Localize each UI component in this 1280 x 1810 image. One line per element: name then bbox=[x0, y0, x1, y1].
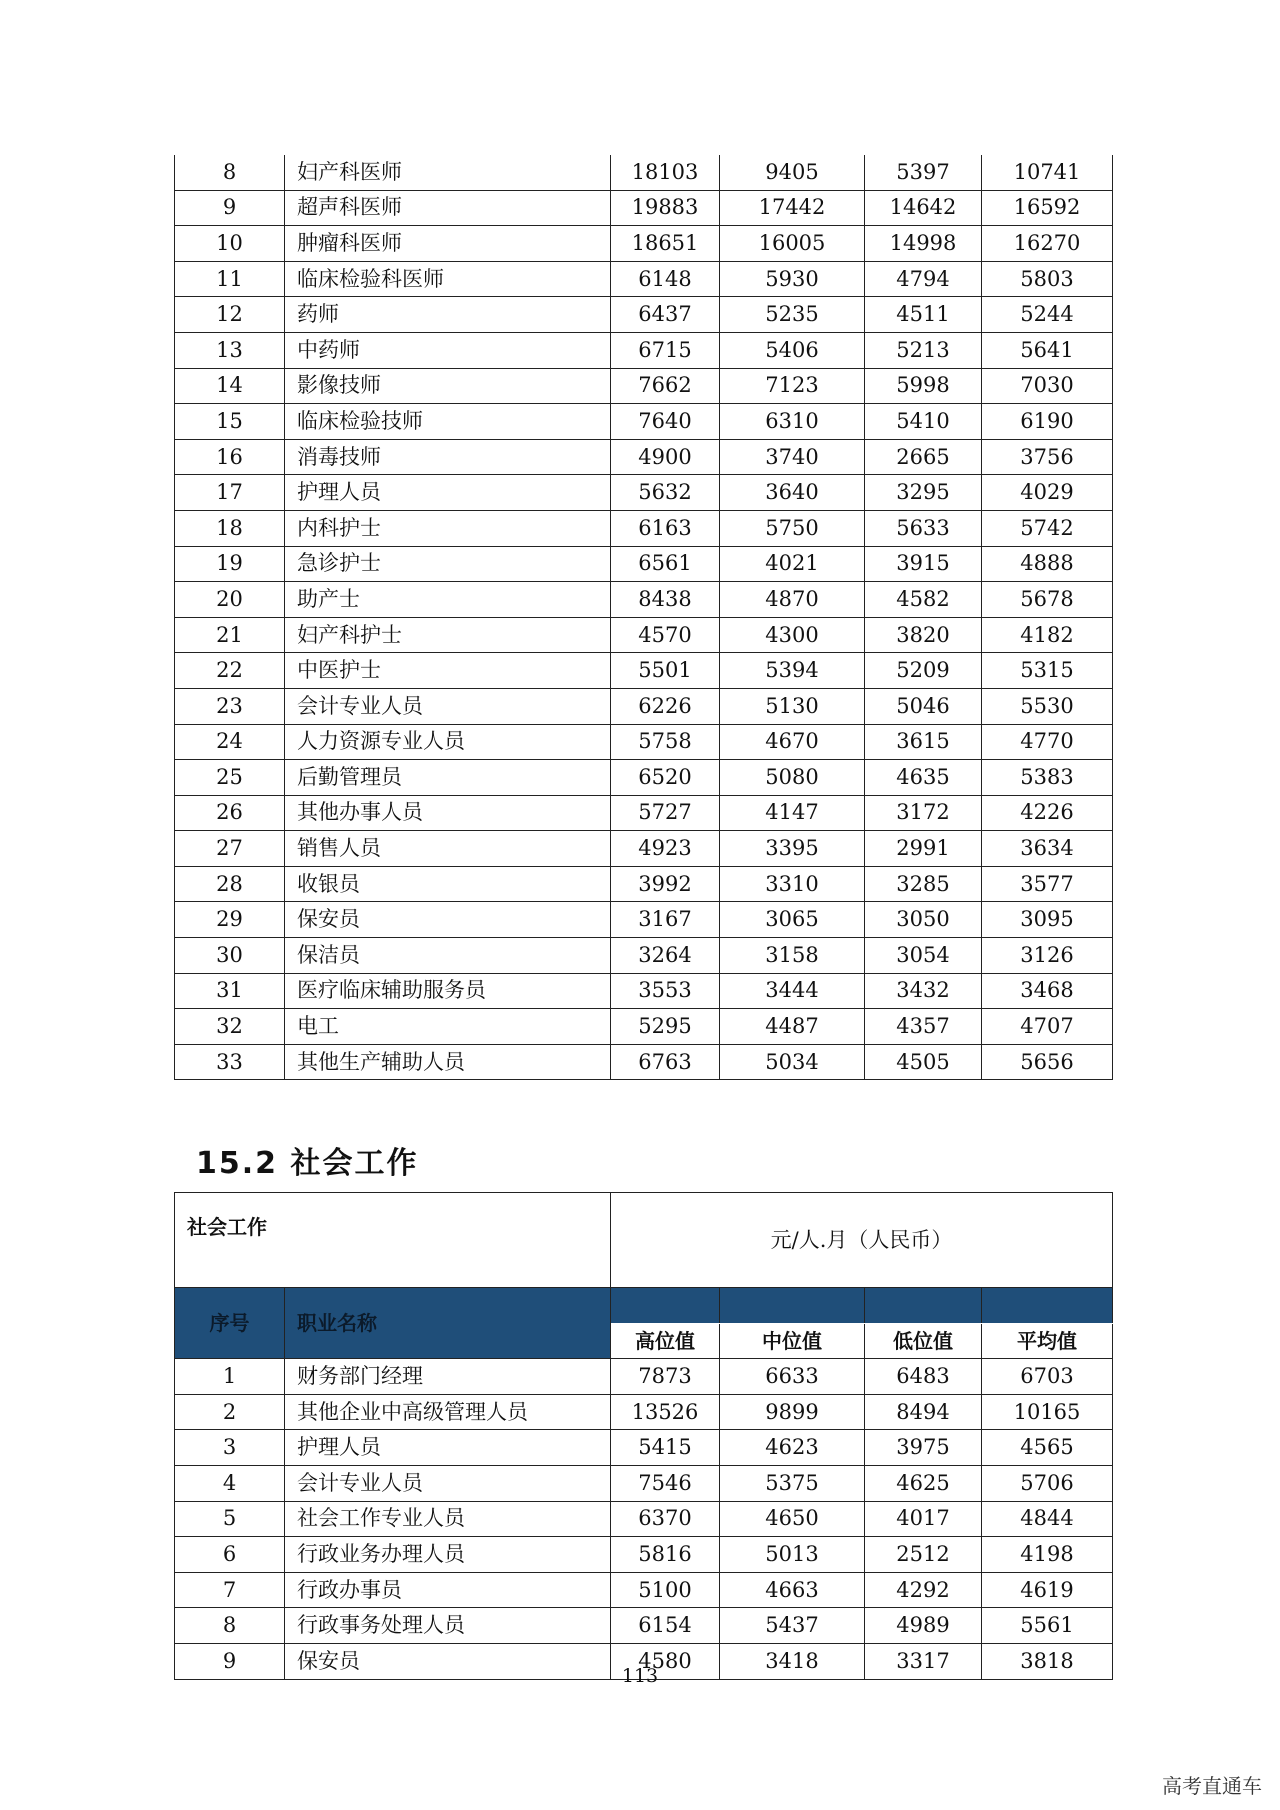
occupation-name: 急诊护士 bbox=[285, 546, 611, 582]
occupation-name: 妇产科医师 bbox=[285, 155, 611, 190]
average-value: 5678 bbox=[982, 582, 1113, 618]
table-row bbox=[175, 688, 1113, 724]
average-value: 4029 bbox=[982, 475, 1113, 511]
low-value: 5633 bbox=[865, 510, 982, 546]
average-value: 4182 bbox=[982, 617, 1113, 653]
median-value: 4021 bbox=[720, 546, 865, 582]
median-value: 5034 bbox=[720, 1044, 865, 1080]
high-value: 4900 bbox=[611, 439, 720, 475]
row-number: 6 bbox=[175, 1537, 285, 1573]
median-value: 5235 bbox=[720, 297, 865, 333]
median-value: 3640 bbox=[720, 475, 865, 511]
high-value: 5816 bbox=[611, 1537, 720, 1573]
row-number: 28 bbox=[175, 866, 285, 902]
table-row bbox=[175, 617, 1113, 653]
low-value: 4989 bbox=[865, 1608, 982, 1644]
table-row bbox=[175, 724, 1113, 760]
table-row bbox=[175, 332, 1113, 368]
high-value: 3992 bbox=[611, 866, 720, 902]
low-value: 4794 bbox=[865, 261, 982, 297]
row-number: 11 bbox=[175, 261, 285, 297]
occupation-name: 收银员 bbox=[285, 866, 611, 902]
median-value: 3310 bbox=[720, 866, 865, 902]
row-number: 31 bbox=[175, 973, 285, 1009]
median-value: 3065 bbox=[720, 902, 865, 938]
row-number: 10 bbox=[175, 226, 285, 262]
occupation-name: 中药师 bbox=[285, 332, 611, 368]
table-row bbox=[175, 1044, 1113, 1080]
row-number: 17 bbox=[175, 475, 285, 511]
table-row bbox=[175, 1430, 1113, 1466]
occupation-name: 保安员 bbox=[285, 1643, 611, 1679]
low-value: 3285 bbox=[865, 866, 982, 902]
row-number: 16 bbox=[175, 439, 285, 475]
average-value: 3818 bbox=[982, 1643, 1113, 1679]
occupation-name: 其他企业中高级管理人员 bbox=[285, 1394, 611, 1430]
row-number: 9 bbox=[175, 1643, 285, 1679]
table-row bbox=[175, 866, 1113, 902]
median-value: 5930 bbox=[720, 261, 865, 297]
low-value: 5046 bbox=[865, 688, 982, 724]
high-value: 5295 bbox=[611, 1009, 720, 1045]
row-number: 13 bbox=[175, 332, 285, 368]
average-value: 5383 bbox=[982, 760, 1113, 796]
median-value: 3158 bbox=[720, 938, 865, 974]
low-value: 14998 bbox=[865, 226, 982, 262]
low-value: 4357 bbox=[865, 1009, 982, 1045]
occupation-name: 消毒技师 bbox=[285, 439, 611, 475]
average-value: 3126 bbox=[982, 938, 1113, 974]
category-label: 社会工作 bbox=[175, 1193, 611, 1288]
median-value: 3740 bbox=[720, 439, 865, 475]
high-value: 19883 bbox=[611, 190, 720, 226]
average-value: 5641 bbox=[982, 332, 1113, 368]
low-value: 4017 bbox=[865, 1501, 982, 1537]
high-value: 5632 bbox=[611, 475, 720, 511]
table-row bbox=[175, 475, 1113, 511]
average-value: 4198 bbox=[982, 1537, 1113, 1573]
high-value: 13526 bbox=[611, 1394, 720, 1430]
table-row bbox=[175, 546, 1113, 582]
high-value: 7662 bbox=[611, 368, 720, 404]
low-value: 14642 bbox=[865, 190, 982, 226]
median-value: 9405 bbox=[720, 155, 865, 190]
high-value: 3553 bbox=[611, 973, 720, 1009]
average-value: 6190 bbox=[982, 404, 1113, 440]
median-value: 6633 bbox=[720, 1359, 865, 1395]
col-header-band bbox=[982, 1288, 1113, 1324]
average-value: 4619 bbox=[982, 1572, 1113, 1608]
occupation-name: 临床检验科医师 bbox=[285, 261, 611, 297]
row-number: 3 bbox=[175, 1430, 285, 1466]
average-value: 10165 bbox=[982, 1394, 1113, 1430]
table-row bbox=[175, 1537, 1113, 1573]
median-value: 9899 bbox=[720, 1394, 865, 1430]
average-value: 5530 bbox=[982, 688, 1113, 724]
high-value: 5415 bbox=[611, 1430, 720, 1466]
occupation-name: 内科护士 bbox=[285, 510, 611, 546]
row-number: 26 bbox=[175, 795, 285, 831]
low-value: 3172 bbox=[865, 795, 982, 831]
table-row bbox=[175, 1501, 1113, 1537]
row-number: 27 bbox=[175, 831, 285, 867]
col-header-low: 低位值 bbox=[865, 1323, 982, 1359]
col-header-name: 职业名称 bbox=[285, 1288, 611, 1359]
social-work-salary-table bbox=[174, 1192, 1113, 1680]
average-value: 16270 bbox=[982, 226, 1113, 262]
high-value: 6763 bbox=[611, 1044, 720, 1080]
col-header-avg: 平均值 bbox=[982, 1323, 1113, 1359]
average-value: 7030 bbox=[982, 368, 1113, 404]
row-number: 4 bbox=[175, 1465, 285, 1501]
low-value: 2991 bbox=[865, 831, 982, 867]
high-value: 6163 bbox=[611, 510, 720, 546]
high-value: 4580 bbox=[611, 1643, 720, 1679]
low-value: 4635 bbox=[865, 760, 982, 796]
row-number: 14 bbox=[175, 368, 285, 404]
median-value: 5406 bbox=[720, 332, 865, 368]
col-header-mid: 中位值 bbox=[720, 1323, 865, 1359]
median-value: 5437 bbox=[720, 1608, 865, 1644]
low-value: 3975 bbox=[865, 1430, 982, 1466]
row-number: 33 bbox=[175, 1044, 285, 1080]
occupation-name: 临床检验技师 bbox=[285, 404, 611, 440]
table-row bbox=[175, 938, 1113, 974]
table-row bbox=[175, 831, 1113, 867]
low-value: 5213 bbox=[865, 332, 982, 368]
watermark: 高考直通车 bbox=[1162, 1774, 1262, 1798]
high-value: 7546 bbox=[611, 1465, 720, 1501]
row-number: 25 bbox=[175, 760, 285, 796]
row-number: 19 bbox=[175, 546, 285, 582]
average-value: 10741 bbox=[982, 155, 1113, 190]
occupation-name: 后勤管理员 bbox=[285, 760, 611, 796]
table-row bbox=[175, 155, 1113, 190]
table-row bbox=[175, 760, 1113, 796]
table-row bbox=[175, 1572, 1113, 1608]
high-value: 6561 bbox=[611, 546, 720, 582]
occupation-name: 行政办事员 bbox=[285, 1572, 611, 1608]
average-value: 5315 bbox=[982, 653, 1113, 689]
col-header-band bbox=[865, 1288, 982, 1324]
table-row bbox=[175, 226, 1113, 262]
average-value: 4226 bbox=[982, 795, 1113, 831]
occupation-name: 医疗临床辅助服务员 bbox=[285, 973, 611, 1009]
table-row bbox=[175, 297, 1113, 333]
low-value: 3317 bbox=[865, 1643, 982, 1679]
high-value: 5758 bbox=[611, 724, 720, 760]
high-value: 6520 bbox=[611, 760, 720, 796]
row-number: 24 bbox=[175, 724, 285, 760]
page-number: 113 bbox=[621, 1665, 659, 1687]
occupation-name: 社会工作专业人员 bbox=[285, 1501, 611, 1537]
high-value: 18651 bbox=[611, 226, 720, 262]
average-value: 3095 bbox=[982, 902, 1113, 938]
low-value: 4505 bbox=[865, 1044, 982, 1080]
low-value: 4582 bbox=[865, 582, 982, 618]
high-value: 6715 bbox=[611, 332, 720, 368]
occupation-name: 肿瘤科医师 bbox=[285, 226, 611, 262]
table-row bbox=[175, 653, 1113, 689]
row-number: 23 bbox=[175, 688, 285, 724]
median-value: 3444 bbox=[720, 973, 865, 1009]
occupation-name: 中医护士 bbox=[285, 653, 611, 689]
low-value: 4511 bbox=[865, 297, 982, 333]
occupation-name: 人力资源专业人员 bbox=[285, 724, 611, 760]
table-row bbox=[175, 1465, 1113, 1501]
median-value: 4870 bbox=[720, 582, 865, 618]
average-value: 3634 bbox=[982, 831, 1113, 867]
median-value: 4670 bbox=[720, 724, 865, 760]
average-value: 5244 bbox=[982, 297, 1113, 333]
median-value: 4663 bbox=[720, 1572, 865, 1608]
salary-table-body bbox=[175, 155, 1113, 1080]
low-value: 2665 bbox=[865, 439, 982, 475]
table-row bbox=[175, 261, 1113, 297]
table-row bbox=[175, 1394, 1113, 1430]
social-work-table-body bbox=[175, 1359, 1113, 1679]
col-header-band bbox=[720, 1288, 865, 1324]
low-value: 4625 bbox=[865, 1465, 982, 1501]
average-value: 3468 bbox=[982, 973, 1113, 1009]
row-number: 8 bbox=[175, 1608, 285, 1644]
average-value: 4888 bbox=[982, 546, 1113, 582]
low-value: 3295 bbox=[865, 475, 982, 511]
occupation-name: 妇产科护士 bbox=[285, 617, 611, 653]
median-value: 5013 bbox=[720, 1537, 865, 1573]
low-value: 8494 bbox=[865, 1394, 982, 1430]
row-number: 30 bbox=[175, 938, 285, 974]
section-title: 15.2 社会工作 bbox=[196, 1146, 419, 1181]
row-number: 8 bbox=[175, 155, 285, 190]
average-value: 4707 bbox=[982, 1009, 1113, 1045]
high-value: 6148 bbox=[611, 261, 720, 297]
median-value: 16005 bbox=[720, 226, 865, 262]
row-number: 22 bbox=[175, 653, 285, 689]
median-value: 6310 bbox=[720, 404, 865, 440]
average-value: 5803 bbox=[982, 261, 1113, 297]
table-row bbox=[175, 1608, 1113, 1644]
occupation-name: 其他办事人员 bbox=[285, 795, 611, 831]
median-value: 4300 bbox=[720, 617, 865, 653]
low-value: 4292 bbox=[865, 1572, 982, 1608]
high-value: 5501 bbox=[611, 653, 720, 689]
col-header-band bbox=[611, 1288, 720, 1324]
table-row bbox=[175, 368, 1113, 404]
table-row bbox=[175, 582, 1113, 618]
high-value: 7640 bbox=[611, 404, 720, 440]
salary-table-continued bbox=[174, 155, 1113, 1080]
occupation-name: 电工 bbox=[285, 1009, 611, 1045]
occupation-name: 会计专业人员 bbox=[285, 1465, 611, 1501]
occupation-name: 行政业务办理人员 bbox=[285, 1537, 611, 1573]
low-value: 5397 bbox=[865, 155, 982, 190]
low-value: 3820 bbox=[865, 617, 982, 653]
occupation-name: 财务部门经理 bbox=[285, 1359, 611, 1395]
row-number: 18 bbox=[175, 510, 285, 546]
high-value: 6437 bbox=[611, 297, 720, 333]
average-value: 6703 bbox=[982, 1359, 1113, 1395]
low-value: 3615 bbox=[865, 724, 982, 760]
average-value: 5706 bbox=[982, 1465, 1113, 1501]
occupation-name: 护理人员 bbox=[285, 475, 611, 511]
median-value: 3418 bbox=[720, 1643, 865, 1679]
high-value: 3167 bbox=[611, 902, 720, 938]
table-row bbox=[175, 439, 1113, 475]
row-number: 15 bbox=[175, 404, 285, 440]
median-value: 17442 bbox=[720, 190, 865, 226]
table-row bbox=[175, 1359, 1113, 1395]
low-value: 5209 bbox=[865, 653, 982, 689]
occupation-name: 其他生产辅助人员 bbox=[285, 1044, 611, 1080]
average-value: 3577 bbox=[982, 866, 1113, 902]
col-header-high: 高位值 bbox=[611, 1323, 720, 1359]
high-value: 8438 bbox=[611, 582, 720, 618]
occupation-name: 超声科医师 bbox=[285, 190, 611, 226]
occupation-name: 保洁员 bbox=[285, 938, 611, 974]
row-number: 5 bbox=[175, 1501, 285, 1537]
average-value: 4565 bbox=[982, 1430, 1113, 1466]
row-number: 1 bbox=[175, 1359, 285, 1395]
median-value: 3395 bbox=[720, 831, 865, 867]
occupation-name: 药师 bbox=[285, 297, 611, 333]
low-value: 3432 bbox=[865, 973, 982, 1009]
median-value: 4487 bbox=[720, 1009, 865, 1045]
row-number: 7 bbox=[175, 1572, 285, 1608]
low-value: 3050 bbox=[865, 902, 982, 938]
high-value: 18103 bbox=[611, 155, 720, 190]
high-value: 6226 bbox=[611, 688, 720, 724]
low-value: 6483 bbox=[865, 1359, 982, 1395]
occupation-name: 护理人员 bbox=[285, 1430, 611, 1466]
row-number: 29 bbox=[175, 902, 285, 938]
high-value: 7873 bbox=[611, 1359, 720, 1395]
high-value: 3264 bbox=[611, 938, 720, 974]
table-row bbox=[175, 973, 1113, 1009]
low-value: 2512 bbox=[865, 1537, 982, 1573]
average-value: 5656 bbox=[982, 1044, 1113, 1080]
occupation-name: 会计专业人员 bbox=[285, 688, 611, 724]
table-row bbox=[175, 902, 1113, 938]
row-number: 21 bbox=[175, 617, 285, 653]
unit-label: 元/人.月（人民币） bbox=[611, 1193, 1113, 1288]
table-row bbox=[175, 404, 1113, 440]
table-row bbox=[175, 510, 1113, 546]
row-number: 12 bbox=[175, 297, 285, 333]
average-value: 16592 bbox=[982, 190, 1113, 226]
occupation-name: 影像技师 bbox=[285, 368, 611, 404]
table-row bbox=[175, 190, 1113, 226]
low-value: 3054 bbox=[865, 938, 982, 974]
table-row bbox=[175, 795, 1113, 831]
col-header-no: 序号 bbox=[175, 1288, 285, 1359]
low-value: 3915 bbox=[865, 546, 982, 582]
median-value: 5750 bbox=[720, 510, 865, 546]
occupation-name: 销售人员 bbox=[285, 831, 611, 867]
high-value: 6370 bbox=[611, 1501, 720, 1537]
row-number: 20 bbox=[175, 582, 285, 618]
median-value: 4623 bbox=[720, 1430, 865, 1466]
median-value: 5130 bbox=[720, 688, 865, 724]
low-value: 5998 bbox=[865, 368, 982, 404]
row-number: 32 bbox=[175, 1009, 285, 1045]
low-value: 5410 bbox=[865, 404, 982, 440]
occupation-name: 行政事务处理人员 bbox=[285, 1608, 611, 1644]
table-row bbox=[175, 1009, 1113, 1045]
high-value: 5727 bbox=[611, 795, 720, 831]
median-value: 4147 bbox=[720, 795, 865, 831]
median-value: 4650 bbox=[720, 1501, 865, 1537]
occupation-name: 助产士 bbox=[285, 582, 611, 618]
average-value: 5742 bbox=[982, 510, 1113, 546]
high-value: 5100 bbox=[611, 1572, 720, 1608]
high-value: 6154 bbox=[611, 1608, 720, 1644]
average-value: 3756 bbox=[982, 439, 1113, 475]
average-value: 4770 bbox=[982, 724, 1113, 760]
median-value: 5080 bbox=[720, 760, 865, 796]
median-value: 5394 bbox=[720, 653, 865, 689]
median-value: 5375 bbox=[720, 1465, 865, 1501]
row-number: 2 bbox=[175, 1394, 285, 1430]
average-value: 5561 bbox=[982, 1608, 1113, 1644]
high-value: 4570 bbox=[611, 617, 720, 653]
high-value: 4923 bbox=[611, 831, 720, 867]
average-value: 4844 bbox=[982, 1501, 1113, 1537]
occupation-name: 保安员 bbox=[285, 902, 611, 938]
median-value: 7123 bbox=[720, 368, 865, 404]
row-number: 9 bbox=[175, 190, 285, 226]
